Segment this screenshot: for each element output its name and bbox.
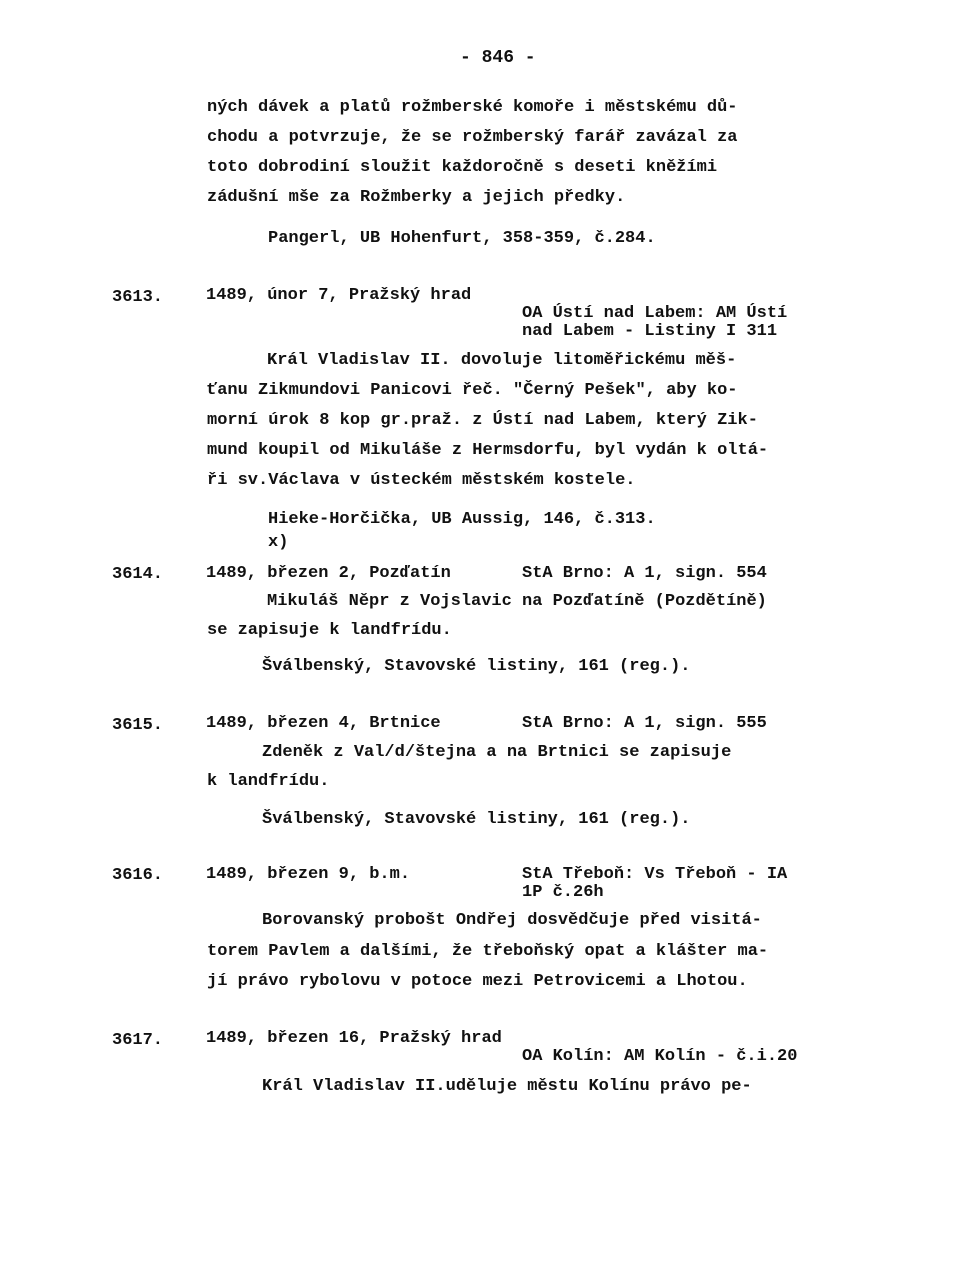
text-line: ři sv.Václava v ústeckém městském kostele. [207, 471, 636, 490]
text-line: se zapisuje k landfrídu. [207, 621, 452, 640]
archive-reference: StA Třeboň: Vs Třeboň - IA [522, 865, 788, 884]
text-line: Král Vladislav II. dovoluje litoměřickému měš- [267, 351, 737, 370]
text-line: k landfrídu. [207, 772, 330, 791]
archive-reference: OA Ústí nad Labem: AM Ústí [522, 304, 788, 323]
text-line: toto dobrodiní sloužit každoročně s deseti kněžími [207, 158, 718, 177]
citation: x) [268, 533, 289, 552]
text-line: Zdeněk z Val/d/štejna a na Brtnici se zapisuje [262, 743, 732, 762]
citation: Šválbenský, Stavovské listiny, 161 (reg.). [262, 657, 691, 676]
text-line: torem Pavlem a dalšími, že třeboňský opat a klášter ma- [207, 942, 769, 961]
archive-reference: StA Brno: A 1, sign. 555 [522, 714, 767, 733]
text-line: Král Vladislav II.uděluje městu Kolínu právo pe- [262, 1077, 752, 1096]
archive-reference: StA Brno: A 1, sign. 554 [522, 564, 767, 583]
text-line: ťanu Zikmundovi Panicovi řeč. "Černý Pešek", aby ko- [207, 381, 738, 400]
text-line: zádušní mše za Rožmberky a jejich předky. [207, 188, 626, 207]
entry-date-place: 1489, březen 9, b.m. [206, 865, 411, 884]
archive-reference: OA Kolín: AM Kolín - č.i.20 [522, 1047, 798, 1066]
page-number: - 846 - [460, 48, 536, 68]
archive-reference: 1P č.26h [522, 883, 604, 902]
entry-number: 3614. [112, 565, 164, 584]
entry-number: 3613. [112, 288, 164, 307]
entry-date-place: 1489, březen 4, Brtnice [206, 714, 441, 733]
citation: Pangerl, UB Hohenfurt, 358-359, č.284. [268, 229, 656, 248]
entry-date-place: 1489, březen 16, Pražský hrad [206, 1029, 502, 1048]
text-line: Mikuláš Něpr z Vojslavic na Pozďatíně (Pozdětíně) [267, 592, 767, 611]
citation: Šválbenský, Stavovské listiny, 161 (reg.). [262, 810, 691, 829]
text-line: Borovanský probošt Ondřej dosvědčuje před visitá- [262, 911, 762, 930]
text-line: ných dávek a platů rožmberské komoře i městskému dů- [207, 98, 738, 117]
entry-number: 3616. [112, 866, 164, 885]
entry-number: 3617. [112, 1031, 164, 1050]
entry-date-place: 1489, březen 2, Pozďatín [206, 564, 451, 583]
entry-date-place: 1489, únor 7, Pražský hrad [206, 286, 472, 305]
text-line: mund koupil od Mikuláše z Hermsdorfu, byl vydán k oltá- [207, 441, 769, 460]
entry-number: 3615. [112, 716, 164, 735]
text-line: chodu a potvrzuje, že se rožmberský farář zavázal za [207, 128, 738, 147]
text-line: morní úrok 8 kop gr.praž. z Ústí nad Labem, který Zik- [207, 411, 758, 430]
citation: Hieke-Horčička, UB Aussig, 146, č.313. [268, 510, 656, 529]
archive-reference: nad Labem - Listiny I 311 [522, 322, 778, 341]
text-line: jí právo rybolovu v potoce mezi Petrovicemi a Lhotou. [207, 972, 748, 991]
